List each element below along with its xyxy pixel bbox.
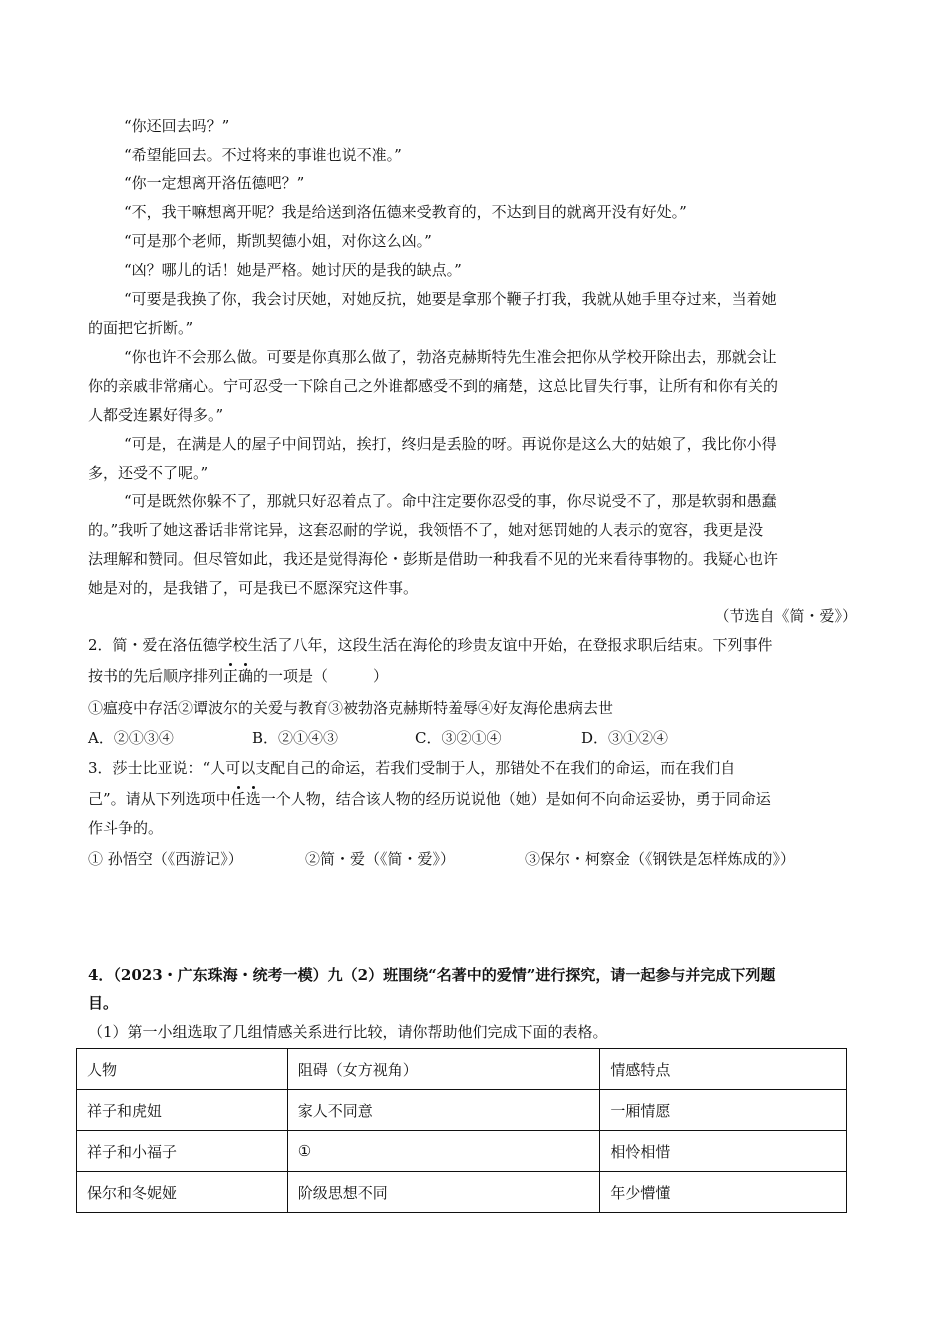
dialogue-line: “你也许不会那么做。可要是你真那么做了，勃洛克赫斯特先生准会把你从学校开除出去，那就会让 xyxy=(124,348,777,366)
dialogue-line: 你的亲戚非常痛心。宁可忍受一下除自己之外谁都感受不到的痛楚，这总比冒失行事，让所有和你有关的 xyxy=(88,377,779,395)
table-header-cell: 情感特点 xyxy=(600,1049,847,1090)
dialogue-line: “不，我干嘛想离开呢？我是给送到洛伍德来受教育的，不达到目的就离开没有好处。” xyxy=(124,203,687,221)
table-cell: 祥子和虎妞 xyxy=(77,1090,288,1131)
emphasis-char: 选 xyxy=(245,790,261,808)
question-2-text: 按书的先后顺序排列正确的一项是（ ） xyxy=(88,667,389,685)
dialogue-line: “你一定想离开洛伍德吧？” xyxy=(124,174,305,192)
question-2-option-b: B．②①④③ xyxy=(252,729,339,747)
emphasis-char: 任 xyxy=(230,790,246,808)
question-3-text: 作斗争的。 xyxy=(88,819,164,837)
table-cell: 阶级思想不同 xyxy=(287,1172,600,1213)
table-cell: ① xyxy=(287,1131,600,1172)
question-3-text: 己”。请从下列选项中任选一个人物，结合该人物的经历说说他（她）是如何不向命运妥协，勇于同命运 xyxy=(88,790,771,808)
dialogue-line: “可要是我换了你，我会讨厌她，对她反抗，她要是拿那个鞭子打我，我就从她手里夺过来，当着她 xyxy=(124,290,777,308)
table-cell: 一厢情愿 xyxy=(600,1090,847,1131)
dialogue-line: “可是，在满是人的屋子中间罚站，挨打，终归是丢脸的呀。再说你是这么大的姑娘了，我比你小得 xyxy=(124,435,777,453)
dialogue-line: 法理解和赞同。但尽管如此，我还是觉得海伦・彭斯是借助一种我看不见的光来看待事物的。我疑心也许 xyxy=(88,550,779,568)
question-2-text: 2．简・爱在洛伍德学校生活了八年，这段生活在海伦的珍贵友谊中开始，在登报求职后结束。下列事件 xyxy=(88,636,773,654)
question-2-events: ①瘟疫中存活②谭波尔的关爱与教育③被勃洛克赫斯特羞辱④好友海伦患病去世 xyxy=(88,699,614,717)
emphasis-char: 确 xyxy=(238,667,254,685)
table-row xyxy=(77,1131,847,1172)
table-cell: 保尔和冬妮娅 xyxy=(77,1172,288,1213)
source-citation: （节选自《简・爱》） xyxy=(714,607,857,625)
emphasis-char: 正 xyxy=(223,667,239,685)
dialogue-line: “希望能回去。不过将来的事谁也说不准。” xyxy=(124,146,402,164)
table-header-row xyxy=(77,1049,847,1090)
dialogue-line: “可是那个老师，斯凯契德小姐，对你这么凶。” xyxy=(124,232,432,250)
table-row xyxy=(77,1172,847,1213)
question-3-option: ②简・爱（《简・爱》） xyxy=(305,850,456,868)
dialogue-line: 的面把它折断。” xyxy=(88,319,194,337)
dialogue-line: “你还回去吗？” xyxy=(124,117,230,135)
question-3-text: 3．莎士比亚说：“人可以支配自己的命运，若我们受制于人，那错处不在我们的命运，而在我们自 xyxy=(88,759,736,777)
table-cell: 年少懵懂 xyxy=(600,1172,847,1213)
table-cell: 祥子和小福子 xyxy=(77,1131,288,1172)
comparison-table xyxy=(76,1048,847,1213)
dialogue-line: “可是既然你躲不了，那就只好忍着点了。命中注定要你忍受的事，你尽说受不了，那是软弱和愚蠢 xyxy=(124,492,777,510)
table-header-cell: 阻碍（女方视角） xyxy=(287,1049,600,1090)
question-4-heading: 目。 xyxy=(88,994,119,1012)
dialogue-line: 的。”我听了她这番话非常诧异，这套忍耐的学说，我领悟不了，她对惩罚她的人表示的宽容，我更是没 xyxy=(88,521,764,539)
question-2-option-c: C．③②①④ xyxy=(415,729,502,747)
question-2-option-d: D．③①②④ xyxy=(581,729,669,747)
question-4-sub-1: （1）第一小组选取了几组情感关系进行比较，请你帮助他们完成下面的表格。 xyxy=(88,1023,608,1041)
dialogue-line: “凶？哪儿的话！她是严格。她讨厌的是我的缺点。” xyxy=(124,261,462,279)
dialogue-line: 多，还受不了呢。” xyxy=(88,464,209,482)
table-row xyxy=(77,1090,847,1131)
table-cell: 家人不同意 xyxy=(287,1090,600,1131)
dialogue-line: 她是对的，是我错了，可是我已不愿深究这件事。 xyxy=(88,579,419,597)
table-cell: 相怜相惜 xyxy=(600,1131,847,1172)
table-header-cell: 人物 xyxy=(77,1049,288,1090)
question-4-heading: 4．（2023・广东珠海・统考一模）九（2）班围绕“名著中的爱情”进行探究，请一起参与并完成下列题 xyxy=(88,966,776,984)
question-3-option: ③保尔・柯察金（《钢铁是怎样炼成的》） xyxy=(525,850,796,868)
question-3-option: ① 孙悟空（《西游记》） xyxy=(88,850,243,868)
question-2-option-a: A．②①③④ xyxy=(88,729,174,747)
dialogue-line: 人都受连累好得多。” xyxy=(88,406,224,424)
